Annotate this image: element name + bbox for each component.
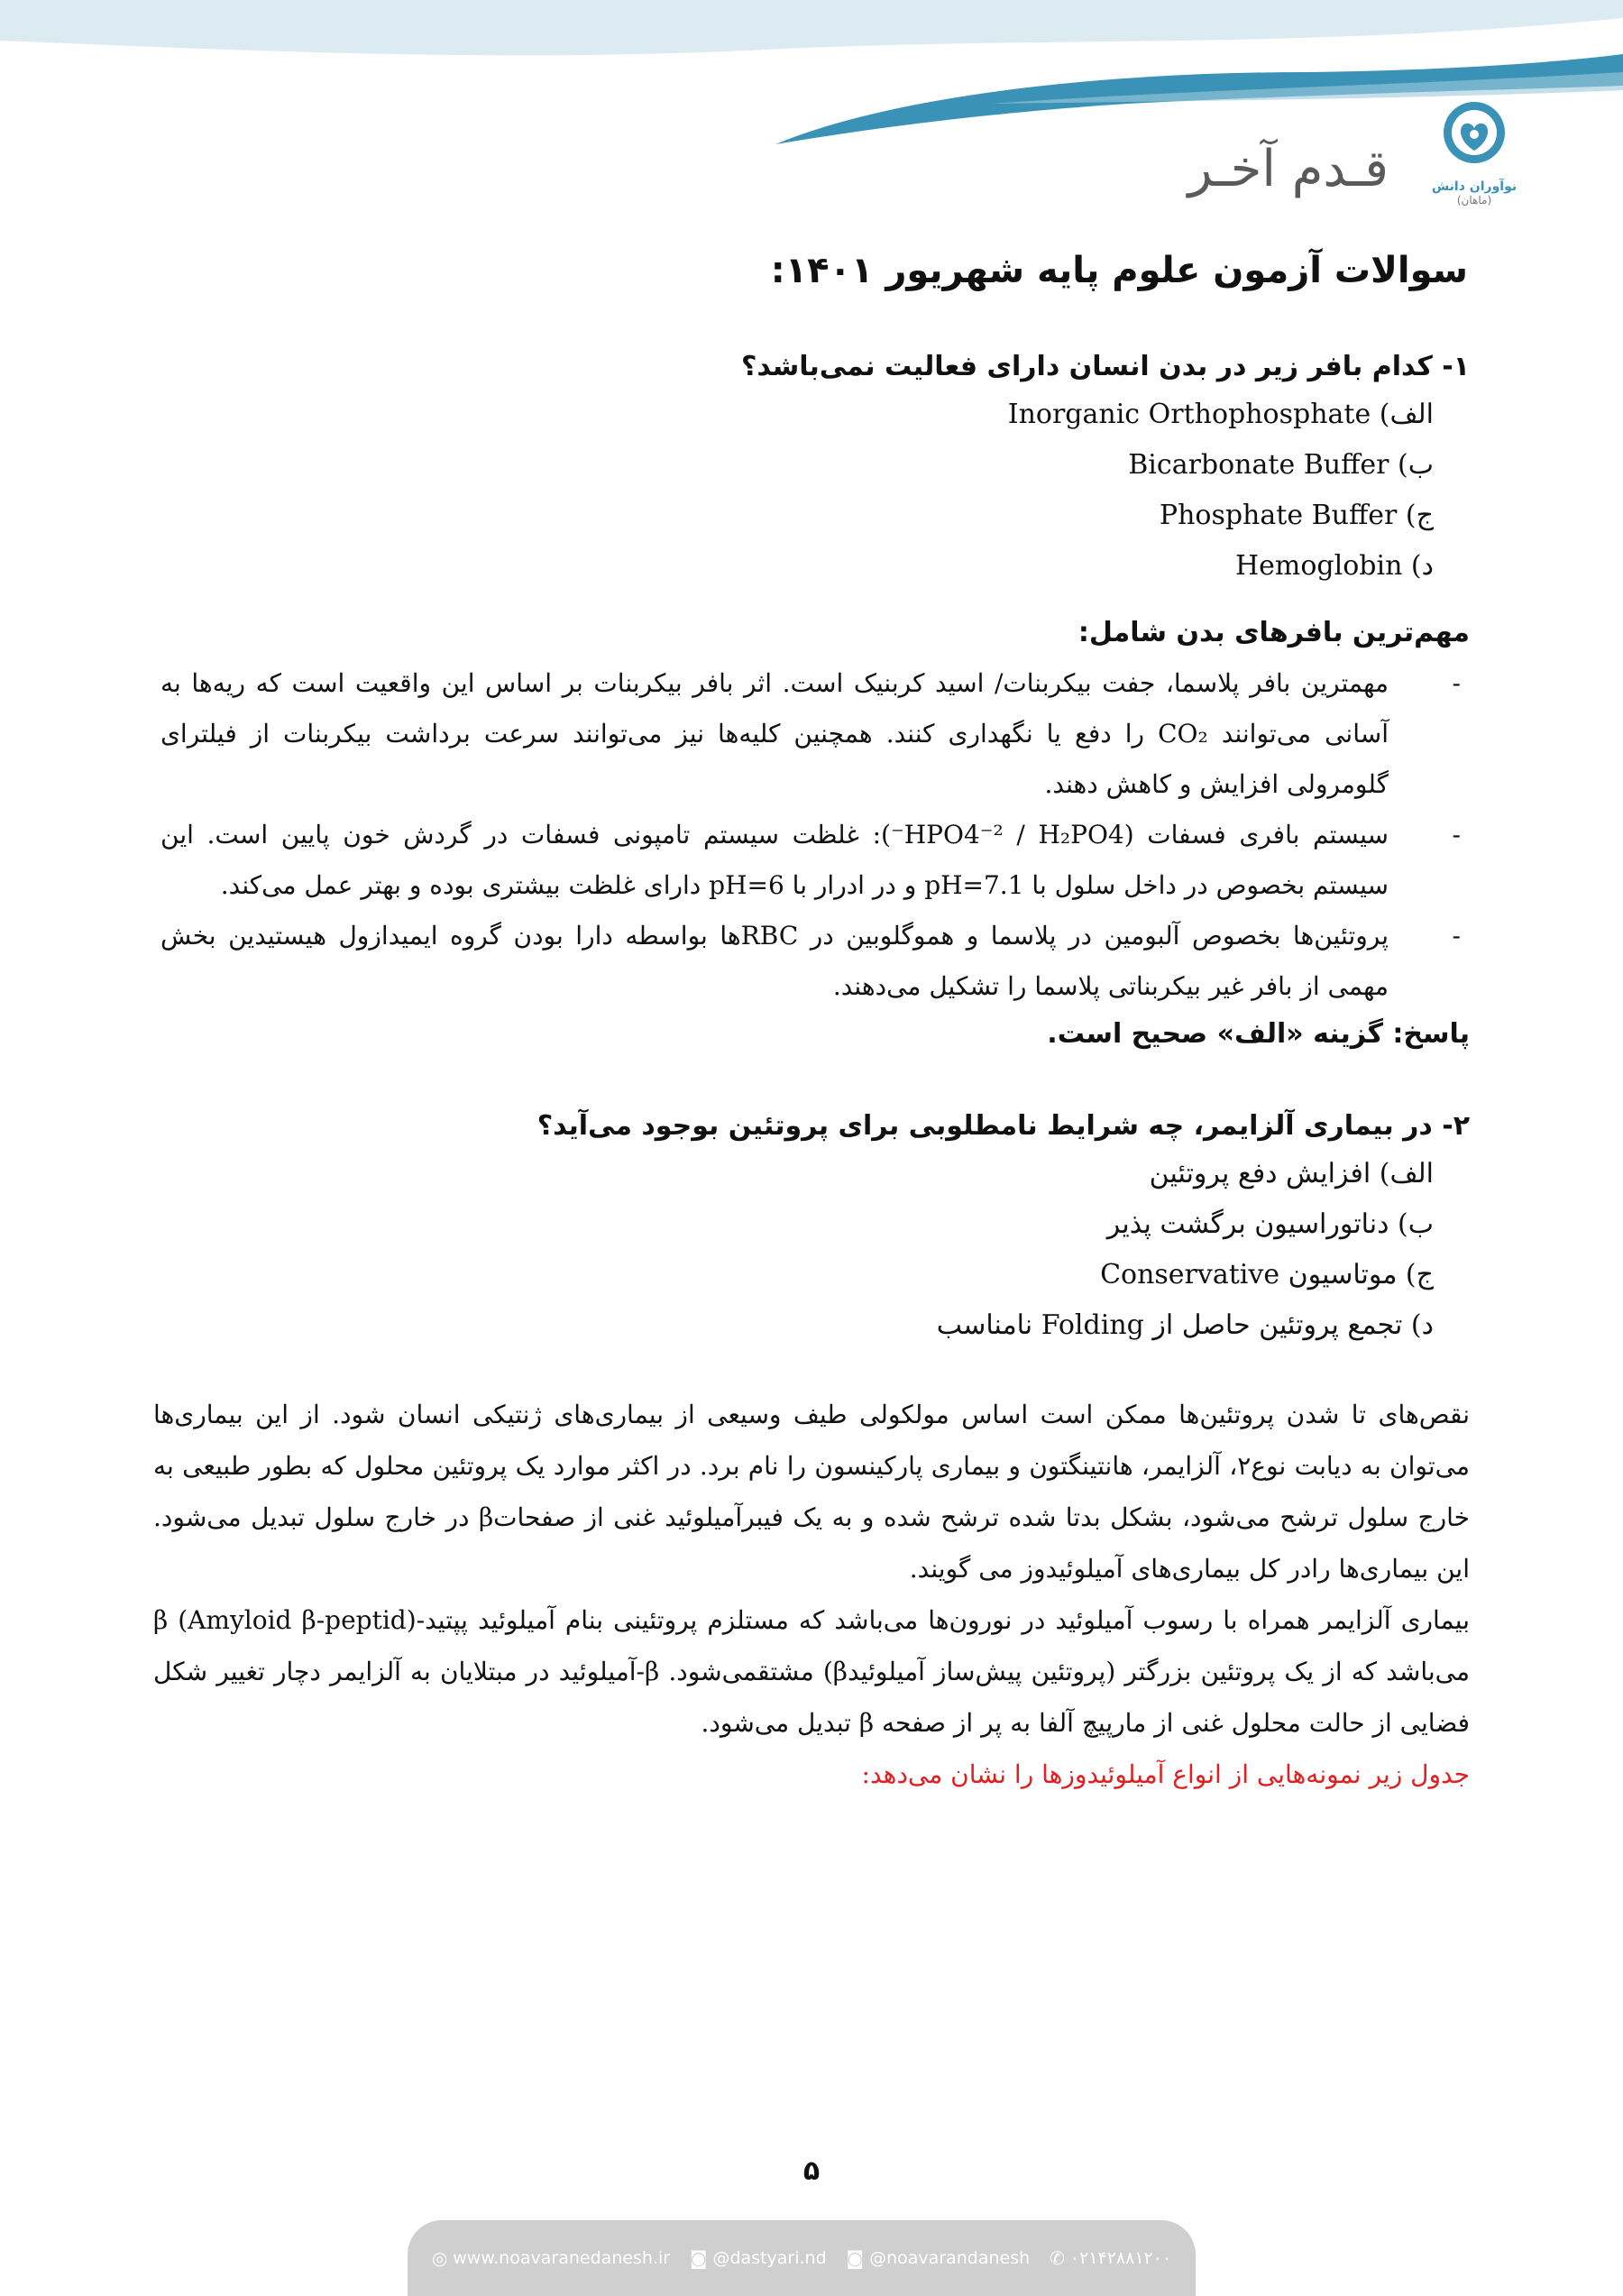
red-note: جدول زیر نمونه‌هایی از انواع آمیلوئیدوزها را نشان می‌دهد: <box>861 1759 1470 1789</box>
option-item: ج) موتاسیون Conservative <box>1100 1259 1434 1290</box>
option-item: د) تجمع پروتئین حاصل از Folding نامناسب <box>936 1309 1434 1341</box>
question-2-options <box>153 1149 1470 1351</box>
question-1-options <box>153 390 1470 592</box>
footer-bar <box>408 2220 1196 2296</box>
footer-phone[interactable] <box>1050 2247 1171 2269</box>
bullet-dash: - <box>1452 668 1461 698</box>
option-item: الف) Inorganic Orthophosphate <box>1007 399 1434 430</box>
page-content <box>153 234 1470 1800</box>
instagram-icon: ◙ <box>690 2247 708 2269</box>
buffers-list <box>153 658 1470 1012</box>
instagram-text: @noavarandanesh <box>869 2248 1031 2268</box>
paragraph: نقص‌های تا شدن پروتئین‌ها ممکن است اساس مولکولی طیف وسیعی از بیماری‌های ژنتیکی انسان شود. از این بیماری‌ها می‌توان به دیابت نوع۲، آلزایمر، هانتینگتون و بیماری پارکینسون را نام برد. در اکثر موارد یک پروتئین محلول که بطور طبیعی به خارج سلول ترشح می‌شود، بشکل بدتا شده ترشح شده و به یک فیبرآمیلوئید غنی از صفحاتβ در خارج سلول تبدیل می‌شود. این بیماری‌ها رادر کل بیماری‌های آمیلوئیدوز می گویند. <box>153 1400 1470 1584</box>
list-item-text: مهمترین بافر پلاسما، جفت بیکربنات/ اسید کربنیک است. اثر بافر بیکربنات بر اساس این واقعیت است که ریه‌ها به آسانی می‌توانند CO₂ را دفع یا نگهداری کنند. همچنین کلیه‌ها نیز می‌توانند سرعت برداشت بیکربنات از فیلترای گلومرولی افزایش و کاهش دهند. <box>160 668 1389 799</box>
phone-icon: ✆ <box>1050 2247 1065 2269</box>
footer-website[interactable] <box>432 2247 670 2269</box>
page-title: سوالات آزمون علوم پایه شهریور ۱۴۰۱: <box>770 250 1468 291</box>
question-2: ۲- در بیماری آلزایمر، چه شرایط نامطلوبی برای پروتئین بوجود می‌آید؟ <box>536 1110 1470 1142</box>
option-item: ج) Phosphate Buffer <box>1159 500 1434 531</box>
paragraph: بیماری آلزایمر همراه با رسوب آمیلوئید در نورون‌ها می‌باشد که مستلزم پروتئینی بنام آمیلوئید پپتید-β (Amyloid β-peptid) می‌باشد که از یک پروتئین بزرگتر (پروتئین پیش‌ساز آمیلوئیدβ) مشتقمی‌شود. β-آمیلوئید در مبتلایان به آلزایمر دچار تغییر شکل فضایی از حالت محلول غنی از مارپیچ آلفا به پر از صفحه β تبدیل می‌شود. <box>153 1605 1471 1738</box>
question-1: ۱- کدام بافر زیر در بدن انسان دارای فعالیت نمی‌باشد؟ <box>741 351 1470 382</box>
bullet-dash: - <box>1452 921 1461 951</box>
noavaran-logo <box>1429 95 1519 212</box>
instagram-text: @dastyari.nd <box>712 2248 827 2268</box>
footer-instagram-1[interactable] <box>847 2247 1030 2269</box>
buffers-section-title: مهم‌ترین بافرهای بدن شامل: <box>1077 617 1470 648</box>
option-item: الف) افزایش دفع پروتئین <box>1149 1158 1434 1189</box>
option-item: ب) Bicarbonate Buffer <box>1128 449 1434 481</box>
bullet-dash: - <box>1452 820 1461 850</box>
website-text: www.noavaranedanesh.ir <box>453 2248 671 2268</box>
page-number: ۵ <box>802 2155 821 2187</box>
globe-icon: ◎ <box>431 2247 448 2269</box>
heart-logo-icon <box>1429 95 1519 176</box>
logo-subtext: (ماهان) <box>1456 194 1492 207</box>
answer-1: پاسخ: گزینه «الف» صحیح است. <box>1047 1018 1470 1050</box>
list-item <box>153 911 1470 1012</box>
logo-text: نوآوران دانش <box>1431 179 1518 194</box>
instagram-icon: ◙ <box>846 2247 865 2269</box>
brand-title: قـدم آخـر <box>1187 140 1389 198</box>
list-item <box>153 658 1470 810</box>
option-item: ب) دناتوراسیون برگشت پذیر <box>1106 1208 1434 1240</box>
list-item <box>153 810 1470 911</box>
phone-text: ۰۲۱۴۲۸۸۱۲۰۰ <box>1069 2248 1172 2268</box>
footer-instagram-2[interactable] <box>690 2247 827 2269</box>
list-item-text: پروتئین‌ها بخصوص آلبومین در پلاسما و هموگلوبین در RBCها بواسطه دارا بودن گروه ایمیدازول هیستیدین بخش مهمی از بافر غیر بیکربناتی پلاسما را تشکیل می‌دهند. <box>160 921 1389 1001</box>
option-item: د) Hemoglobin <box>1234 550 1434 582</box>
list-item-text: سیستم بافری فسفات (HPO4⁻² / H₂PO4⁻): غلظت سیستم تامپونی فسفات در گردش خون پایین است. این سیستم بخصوص در داخل سلول با pH=7.1 و در ادرار با pH=6 دارای غلظت بیشتری بوده و بهتر عمل می‌کند. <box>160 820 1389 900</box>
